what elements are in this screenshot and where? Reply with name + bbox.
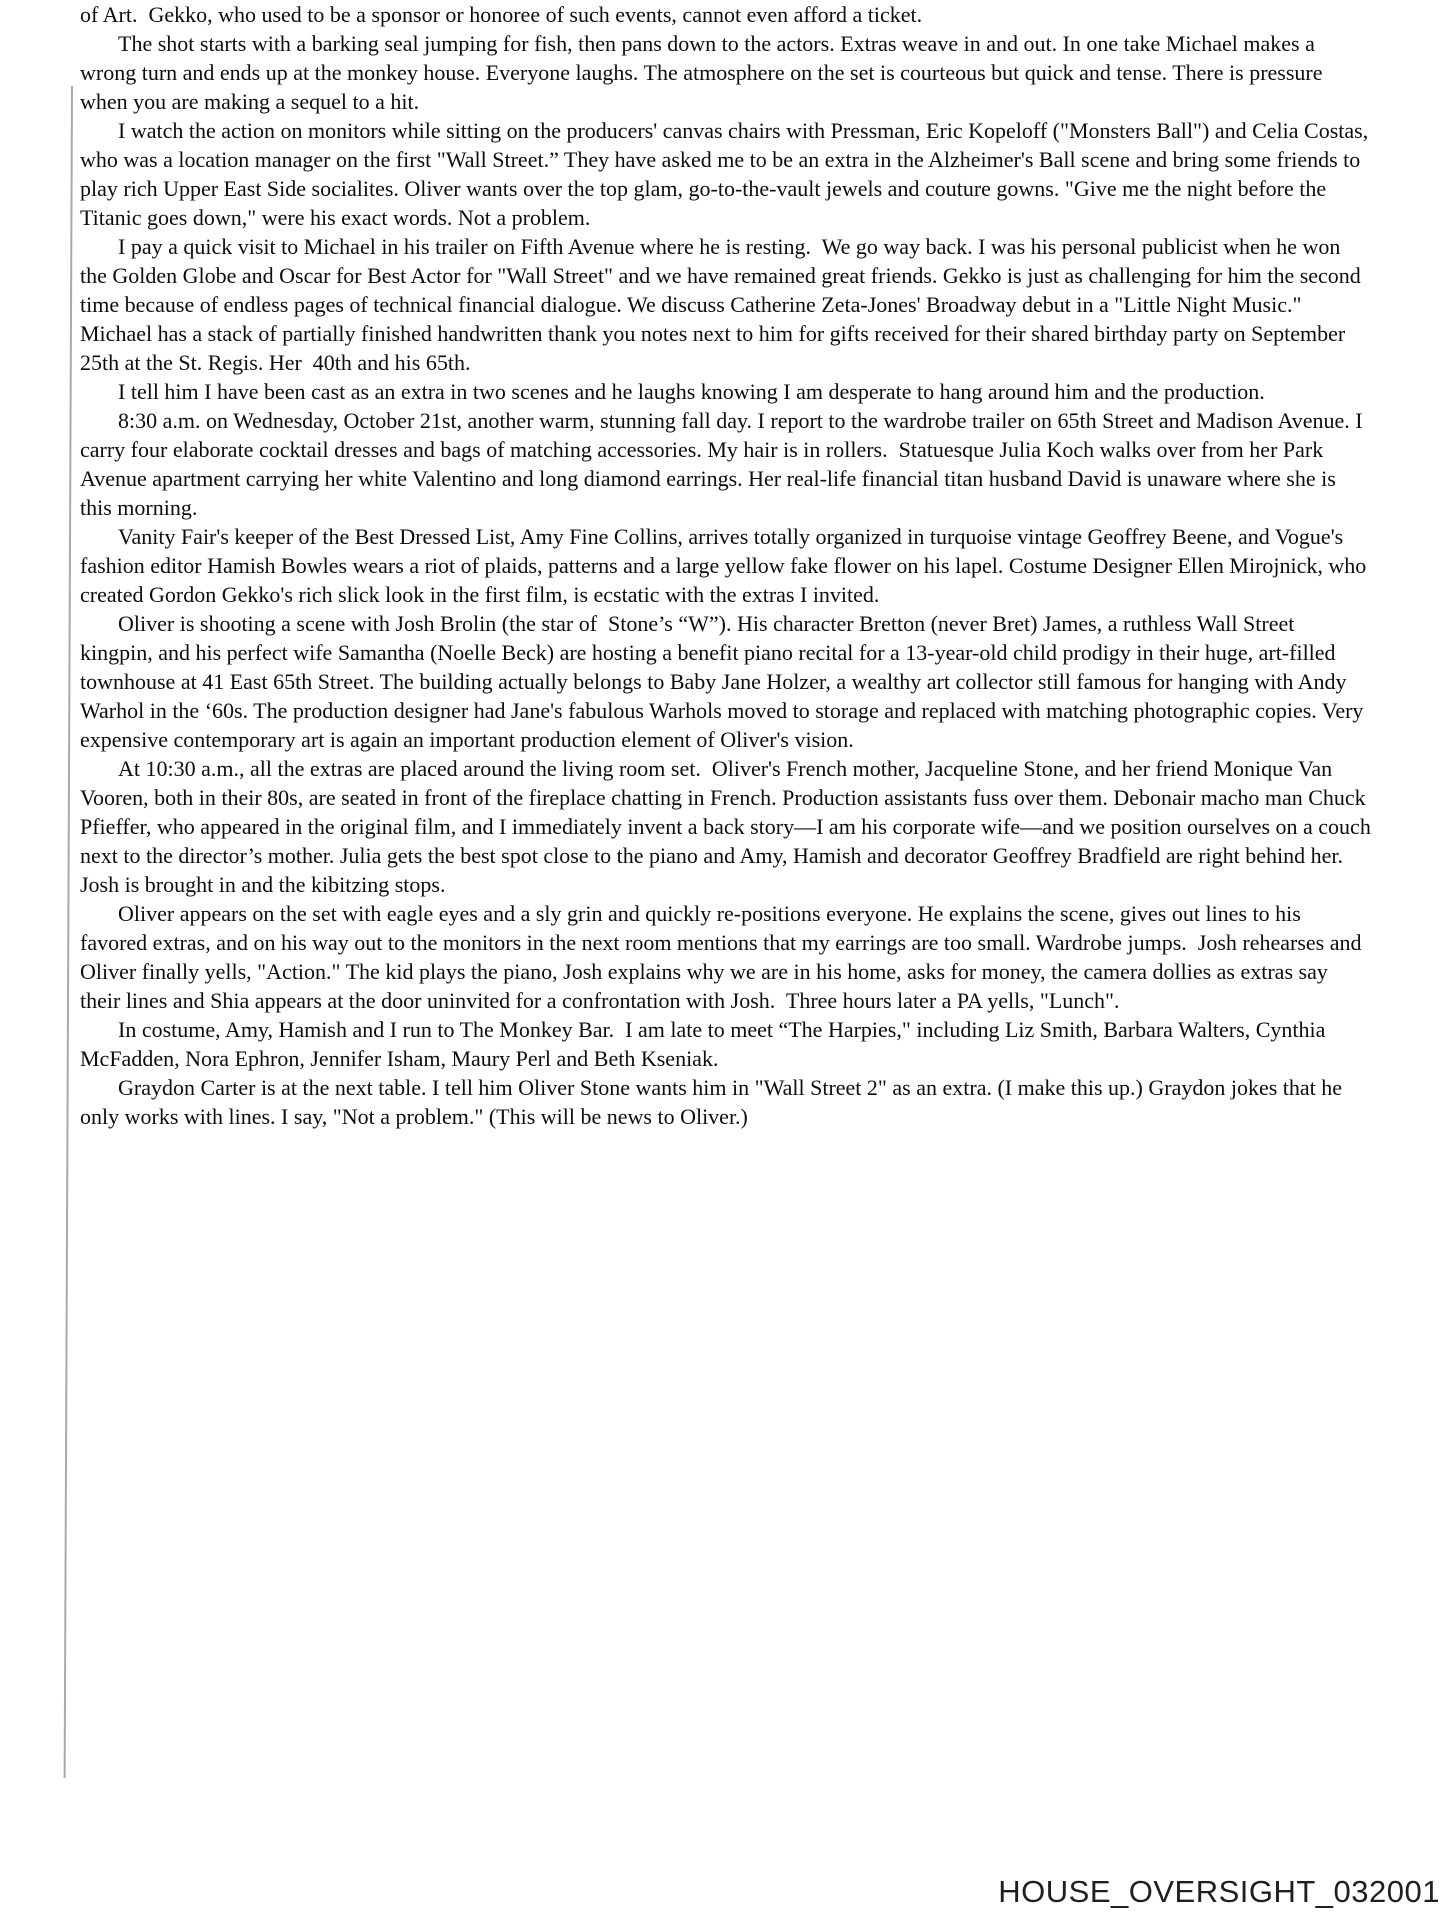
document-paragraph: The shot starts with a barking seal jumping for fish, then pans down to the actors. Extras weave in and out. In one take Michael makes a wrong turn and ends up at the monkey house. Everyone laughs. The atmosphere on the set is courteous but quick and tense. There is pressure when you are making a sequel to a hit. <box>80 31 1328 114</box>
document-paragraph: At 10:30 a.m., all the extras are placed around the living room set. Oliver's French mother, Jacqueline Stone, and her friend Monique Van Vooren, both in their 80s, are seated in front of the fireplace chatting in French. Production assistants fuss over them. Debonair macho man Chuck Pfieffer, who appeared in the original film, and I immediately invent a back story—I am his corporate wife—and we position ourselves on a couch next to the director’s mother. Julia gets the best spot close to the piano and Amy, Hamish and decorator Geoffrey Bradfield are right behind her. Josh is brought in and the kibitzing stops. <box>80 756 1377 897</box>
document-paragraph: Graydon Carter is at the next table. I tell him Oliver Stone wants him in "Wall Street 2" as an extra. (I make this up.) Graydon jokes that he only works with lines. I say, "Not a problem." (This will be news to Oliver.) <box>80 1075 1348 1129</box>
document-content <box>80 0 1377 1131</box>
document-paragraph: Oliver appears on the set with eagle eyes and a sly grin and quickly re-positions everyone. He explains the scene, gives out lines to his favored extras, and on his way out to the monitors in the next room mentions that my earrings are too small. Wardrobe jumps. Josh rehearses and Oliver finally yells, "Action." The kid plays the piano, Josh explains why we are in his home, asks for money, the camera dollies as extras say their lines and Shia appears at the door uninvited for a confrontation with Josh. Three hours later a PA yells, "Lunch". <box>80 901 1367 1013</box>
left-margin-rule <box>64 86 73 1778</box>
document-paragraph: Oliver is shooting a scene with Josh Brolin (the star of Stone’s “W”). His character Bretton (never Bret) James, a ruthless Wall Street kingpin, and his perfect wife Samantha (Noelle Beck) are hosting a benefit piano recital for a 13-year-old child prodigy in their huge, art-filled townhouse at 41 East 65th Street. The building actually belongs to Baby Jane Holzer, a wealthy art collector still famous for hanging with Andy Warhol in the ‘60s. The production designer had Jane's fabulous Warhols moved to storage and replaced with matching photographic copies. Very expensive contemporary art is again an important production element of Oliver's vision. <box>80 611 1369 752</box>
document-paragraph: In costume, Amy, Hamish and I run to The Monkey Bar. I am late to meet “The Harpies," including Liz Smith, Barbara Walters, Cynthia McFadden, Nora Ephron, Jennifer Isham, Maury Perl and Beth Kseniak. <box>80 1017 1331 1071</box>
document-paragraph: Vanity Fair's keeper of the Best Dressed List, Amy Fine Collins, arrives totally organized in turquoise vintage Geoffrey Beene, and Vogue's fashion editor Hamish Bowles wears a riot of plaids, patterns and a large yellow fake flower on his lapel. Costume Designer Ellen Mirojnick, who created Gordon Gekko's rich slick look in the first film, is ecstatic with the extras I invited. <box>80 524 1372 607</box>
paragraph-fragment-top: of Art. Gekko, who used to be a sponsor or honoree of such events, cannot even afford a ticket. <box>80 2 923 27</box>
document-paragraph: I tell him I have been cast as an extra in two scenes and he laughs knowing I am desperate to hang around him and the production. <box>118 379 1265 404</box>
document-paragraph: I watch the action on monitors while sitting on the producers' canvas chairs with Pressman, Eric Kopeloff ("Monsters Ball") and Celia Costas, who was a location manager on the first "Wall Street.” They have asked me to be an extra in the Alzheimer's Ball scene and bring some friends to play rich Upper East Side socialites. Oliver wants over the top glam, go-to-the-vault jewels and couture gowns. "Give me the night before the Titanic goes down," were his exact words. Not a problem. <box>80 118 1374 230</box>
document-paragraph: 8:30 a.m. on Wednesday, October 21st, another warm, stunning fall day. I report to the wardrobe trailer on 65th Street and Madison Avenue. I carry four elaborate cocktail dresses and bags of matching accessories. My hair is in rollers. Statuesque Julia Koch walks over from her Park Avenue apartment carrying her white Valentino and long diamond earrings. Her real-life financial titan husband David is unaware where she is this morning. <box>80 408 1369 520</box>
bates-number: HOUSE_OVERSIGHT_032001 <box>998 1874 1440 1909</box>
document-paragraph: I pay a quick visit to Michael in his trailer on Fifth Avenue where he is resting. We go way back. I was his personal publicist when he won the Golden Globe and Oscar for Best Actor for "Wall Street" and we have remained great friends. Gekko is just as challenging for him the second time because of endless pages of technical financial dialogue. We discuss Catherine Zeta-Jones' Broadway debut in a "Little Night Music." Michael has a stack of partially finished handwritten thank you notes next to him for gifts received for their shared birthday party on September 25th at the St. Regis. Her 40th and his 65th. <box>80 234 1367 375</box>
